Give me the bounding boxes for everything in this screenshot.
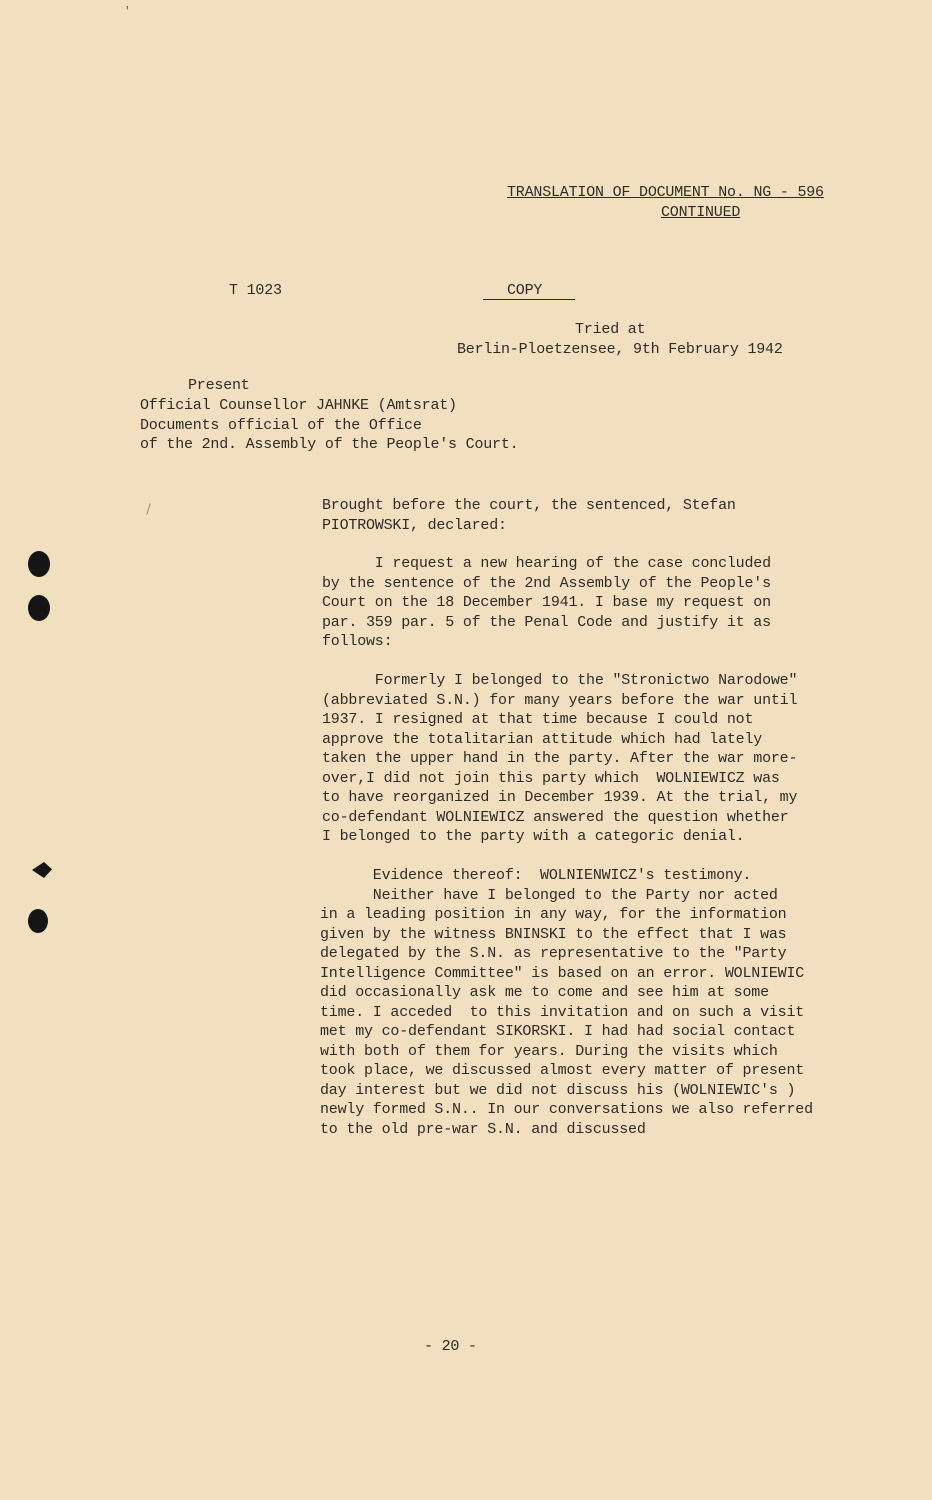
text-line: to the old pre-war S.N. and discussed bbox=[320, 1120, 646, 1138]
text-line: to have reorganized in December 1939. At the trial, my bbox=[322, 789, 798, 806]
text-line: day interest but we did not discuss his (WOLNIEWIC's ) bbox=[320, 1081, 796, 1099]
text-line: met my co-defendant SIKORSKI. I had had social contact bbox=[320, 1023, 796, 1040]
text-line: in a leading position in any way, for the information bbox=[320, 906, 787, 923]
text-line: over,I did not join this party which WOLNIEWICZ was bbox=[322, 769, 780, 787]
margin-mark bbox=[146, 503, 151, 515]
present-label: Present bbox=[188, 377, 250, 394]
text-line: did occasionally ask me to come and see him at some bbox=[320, 984, 769, 1001]
text-line: (abbreviated S.N.) for many years before the war until bbox=[322, 691, 798, 709]
text-line: Intelligence Committee" is based on an error. WOLNIEWIC bbox=[320, 964, 805, 982]
text-line: I belonged to the party with a categoric denial. bbox=[322, 828, 745, 845]
text-line: co-defendant WOLNIEWICZ answered the question whether bbox=[322, 808, 789, 826]
text-line: follows: bbox=[322, 633, 393, 650]
punch-hole bbox=[28, 595, 50, 621]
copy-underline bbox=[483, 299, 575, 300]
paragraph-declaration bbox=[322, 496, 736, 535]
punch-hole bbox=[28, 551, 50, 577]
text-line: took place, we discussed almost every matter of present bbox=[320, 1062, 805, 1079]
paragraph-evidence bbox=[320, 866, 813, 1139]
text-line: delegated by the S.N. as representative to the "Party bbox=[320, 945, 787, 962]
tried-location-date: Berlin-Ploetzensee, 9th February 1942 bbox=[457, 341, 783, 358]
text-line: 1937. I resigned at that time because I could not bbox=[322, 711, 754, 728]
paragraph-request bbox=[322, 554, 771, 652]
text-line: par. 359 par. 5 of the Penal Code and justify it as bbox=[322, 613, 771, 631]
text-line: PIOTROWSKI, declared: bbox=[322, 516, 507, 534]
text-line: newly formed S.N.. In our conversations we also referred bbox=[320, 1101, 813, 1118]
text-line: approve the totalitarian attitude which had lately bbox=[322, 730, 763, 748]
document-reference: T 1023 bbox=[229, 282, 282, 299]
present-line: of the 2nd. Assembly of the People's Court. bbox=[140, 436, 519, 453]
text-line: given by the witness BNINSKI to the effect that I was bbox=[320, 925, 787, 943]
text-line: I request a new hearing of the case concluded bbox=[322, 555, 771, 572]
copy-label: COPY bbox=[507, 282, 543, 299]
text-line: with both of them for years. During the visits which bbox=[320, 1042, 778, 1060]
present-line: Documents official of the Office bbox=[140, 416, 422, 434]
continued-label: CONTINUED bbox=[661, 204, 741, 221]
text-line: Evidence thereof: WOLNIENWICZ's testimony. bbox=[320, 867, 752, 884]
tried-at: Tried at bbox=[575, 321, 646, 338]
punch-hole-torn bbox=[32, 862, 52, 878]
text-line: Court on the 18 December 1941. I base my request on bbox=[322, 594, 771, 611]
text-line: taken the upper hand in the party. After the war more- bbox=[322, 750, 798, 767]
punch-hole bbox=[28, 909, 48, 933]
present-list bbox=[140, 396, 518, 455]
translation-title: TRANSLATION OF DOCUMENT No. NG - 596 bbox=[507, 184, 824, 201]
text-line: Brought before the court, the sentenced, Stefan bbox=[322, 497, 736, 514]
corner-mark: ' bbox=[124, 6, 131, 18]
present-line: Official Counsellor JAHNKE (Amtsrat) bbox=[140, 397, 457, 414]
text-line: by the sentence of the 2nd Assembly of the People's bbox=[322, 574, 771, 592]
text-line: Formerly I belonged to the "Stronictwo Narodowe" bbox=[322, 672, 798, 689]
page-number: - 20 - bbox=[424, 1338, 477, 1355]
paragraph-membership bbox=[322, 671, 797, 847]
text-line: Neither have I belonged to the Party nor acted bbox=[320, 886, 778, 904]
text-line: time. I acceded to this invitation and on such a visit bbox=[320, 1003, 805, 1021]
